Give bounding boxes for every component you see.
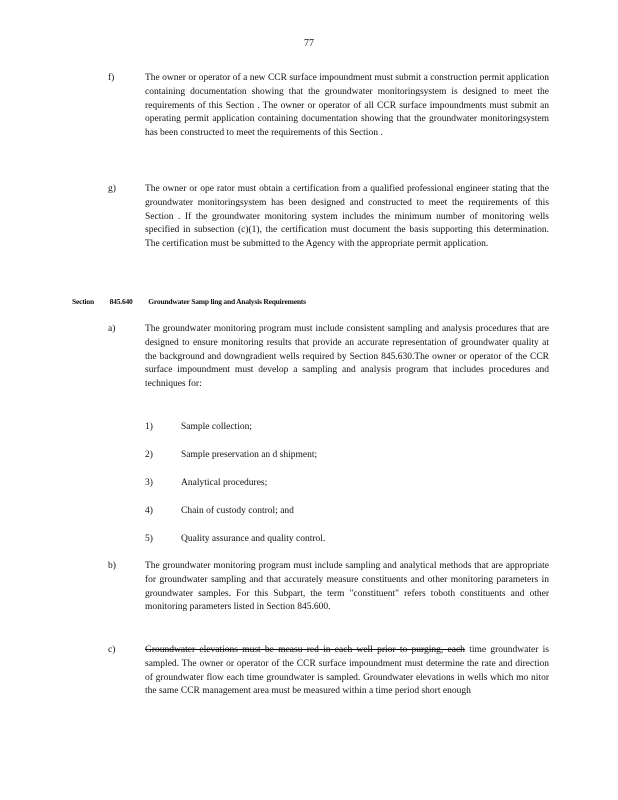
paragraph-label: f): [108, 73, 115, 83]
section-heading: [72, 297, 472, 306]
paragraph-text: The groundwater monitoring program must include consistent sampling and analysis procedures that are designed to ensure monitoring results that provide an accurate representation of groundwater quality at the background and downgradient wells required by Section 845.630.The owner or operator of the CCR surface impoundment must develop a sampling and analysis program that includes procedures and techniques for:: [145, 324, 549, 390]
list-item-text: Chain of custody control; and: [181, 506, 294, 516]
paragraph-text: The owner or ope rator must obtain a certification from a qualified professional engineer stating that the groundwater monitoringsystem has been designed and constructed to meet the requirements of this Section . If the groundwater monitoring system includes the minimum number of monitoring wells specified in subsection (c)(1), the certification must document the basis supporting this determination. The certification must be submitted to the Agency with the appropriate permit application.: [145, 184, 549, 250]
list-item-number: 2): [145, 450, 153, 460]
section-number: 845.640: [109, 297, 133, 306]
list-item-number: 3): [145, 478, 153, 488]
list-item-text: Sample collection;: [181, 422, 252, 432]
list-item-text: Sample preservation an d shipment;: [181, 450, 318, 460]
paragraph-label: g): [108, 184, 116, 194]
paragraph-text: [145, 644, 549, 699]
struck-text: Groundwater elevations must be measu red in each well prior to purging, each: [145, 645, 465, 655]
section-title: Groundwater Samp ling and Analysis Requirements: [148, 297, 306, 306]
page-number: 77: [304, 38, 314, 49]
list-item-text: Analytical procedures;: [181, 478, 268, 488]
list-item-number: 4): [145, 506, 153, 516]
list-item-number: 1): [145, 422, 153, 432]
section-word: Section: [72, 297, 94, 306]
paragraph-text: The owner or operator of a new CCR surface impoundment must submit a construction permit application containing documentation showing that the groundwater monitoringsystem is designed to meet the requirements of this Section . The owner or operator of all CCR surface impoundments must submit an operating permit application containing documentation showing that the groundwater monitoringsystem has been constructed to meet the requirements of this Section .: [145, 73, 549, 139]
paragraph-text: The groundwater monitoring program must include sampling and analytical methods that are appropriate for groundwater sampling and that accurately measure constituents and other monitoring parameters in groundwater samples. For this Subpart, the term "constituent" refers toboth constituents and other monitoring parameters listed in Section 845.600.: [145, 561, 549, 613]
paragraph-label: b): [108, 561, 116, 571]
paragraph-label: a): [108, 324, 116, 334]
list-item-text: Quality assurance and quality control.: [181, 534, 326, 544]
paragraph-label: c): [108, 645, 116, 655]
list-item-number: 5): [145, 534, 153, 544]
paragraph-text-continued: time groundwater is sampled. The owner or operator of the CCR surface impoundment must determine the rate and direction of groundwater flow each time groundwater is sampled. Groundwater elevations in wells which mo nitor the same CCR management area must be measured within a time period short enough: [145, 645, 550, 697]
